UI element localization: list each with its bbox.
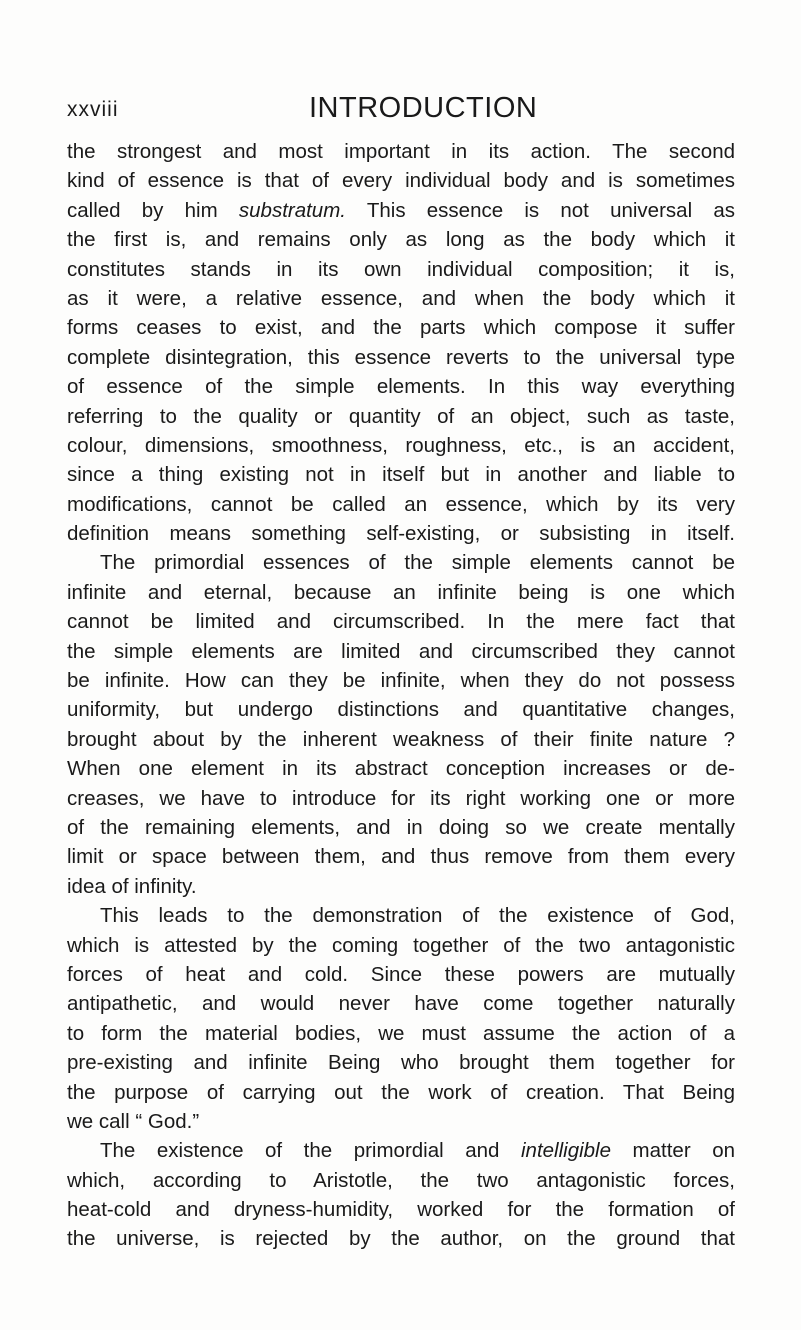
text-line: complete disintegration, this essence reverts to the universal type — [67, 345, 735, 369]
text-line: the first is, and remains only as long as the body which it — [67, 228, 735, 252]
text-line: of the remaining elements, and in doing so we create mentally — [67, 815, 735, 839]
body-text — [67, 137, 735, 1254]
text-line: The primordial essences of the simple elements cannot be — [100, 551, 735, 575]
text-line: which is attested by the coming together of the two antagonistic — [67, 933, 735, 957]
text-line: heat-cold and dryness-humidity, worked for the formation of — [67, 1198, 735, 1222]
text-line: which, according to Aristotle, the two antagonistic forces, — [67, 1168, 735, 1192]
text-line: as it were, a relative essence, and when the body which it — [67, 286, 735, 310]
text-line: we call “ God.” — [67, 1109, 200, 1133]
text-line: brought about by the inherent weakness of their finite nature ? — [67, 727, 735, 751]
running-title: INTRODUCTION — [309, 92, 538, 124]
text-line: definition means something self-existing, or subsisting in itself. — [67, 522, 735, 546]
text-line: This leads to the demonstration of the existence of God, — [100, 904, 735, 928]
text-line: be infinite. How can they be infinite, when they do not possess — [67, 669, 735, 693]
text-line: limit or space between them, and thus remove from them every — [67, 845, 735, 869]
text-line: since a thing existing not in itself but in another and liable to — [67, 463, 735, 487]
text-line: colour, dimensions, smoothness, roughness, etc., is an accident, — [67, 433, 735, 457]
italic-term: substratum. — [238, 198, 346, 222]
page-number: xxviii — [67, 98, 119, 121]
text-line: referring to the quality or quantity of an object, such as taste, — [67, 404, 735, 428]
text-line: the purpose of carrying out the work of creation. That Being — [67, 1080, 735, 1104]
text-line: modifications, cannot be called an essence, which by its very — [67, 492, 735, 516]
text-line: antipathetic, and would never have come together naturally — [67, 992, 735, 1016]
text-line: infinite and eternal, because an infinite being is one which — [67, 580, 735, 604]
text-line: the strongest and most important in its action. The second — [67, 140, 735, 163]
italic-term: intelligible — [520, 1139, 612, 1163]
text-line: of essence of the simple elements. In this way everything — [67, 375, 735, 399]
text-line: cannot be limited and circumscribed. In the mere fact that — [67, 610, 735, 634]
text-line: the universe, is rejected by the author, on the ground that — [67, 1227, 735, 1251]
text-line: pre-existing and infinite Being who brought them together for — [67, 1051, 735, 1075]
text-line: the simple elements are limited and circumscribed they cannot — [67, 639, 735, 663]
text-line: When one element in its abstract conception increases or de- — [67, 757, 735, 781]
text-segment: The existence of the primordial and — [100, 1139, 521, 1163]
text-line: forces of heat and cold. Since these powers are mutually — [67, 962, 735, 986]
text-line: uniformity, but undergo distinctions and quantitative changes, — [67, 698, 735, 722]
text-line — [67, 1136, 735, 1165]
text-segment: matter on — [611, 1139, 735, 1163]
text-line: creases, we have to introduce for its right working one or more — [67, 786, 735, 810]
text-line: constitutes stands in its own individual composition; it is, — [67, 257, 735, 281]
text-line: forms ceases to exist, and the parts which compose it suffer — [67, 316, 735, 340]
page-header — [0, 92, 801, 132]
text-line — [67, 196, 735, 225]
text-line: idea of infinity. — [67, 874, 197, 898]
text-segment: This essence is not universal as — [346, 198, 735, 222]
text-line: kind of essence is that of every individual body and is sometimes — [67, 169, 735, 193]
text-segment: called by him — [67, 198, 239, 222]
text-line: to form the material bodies, we must assume the action of a — [67, 1021, 735, 1045]
